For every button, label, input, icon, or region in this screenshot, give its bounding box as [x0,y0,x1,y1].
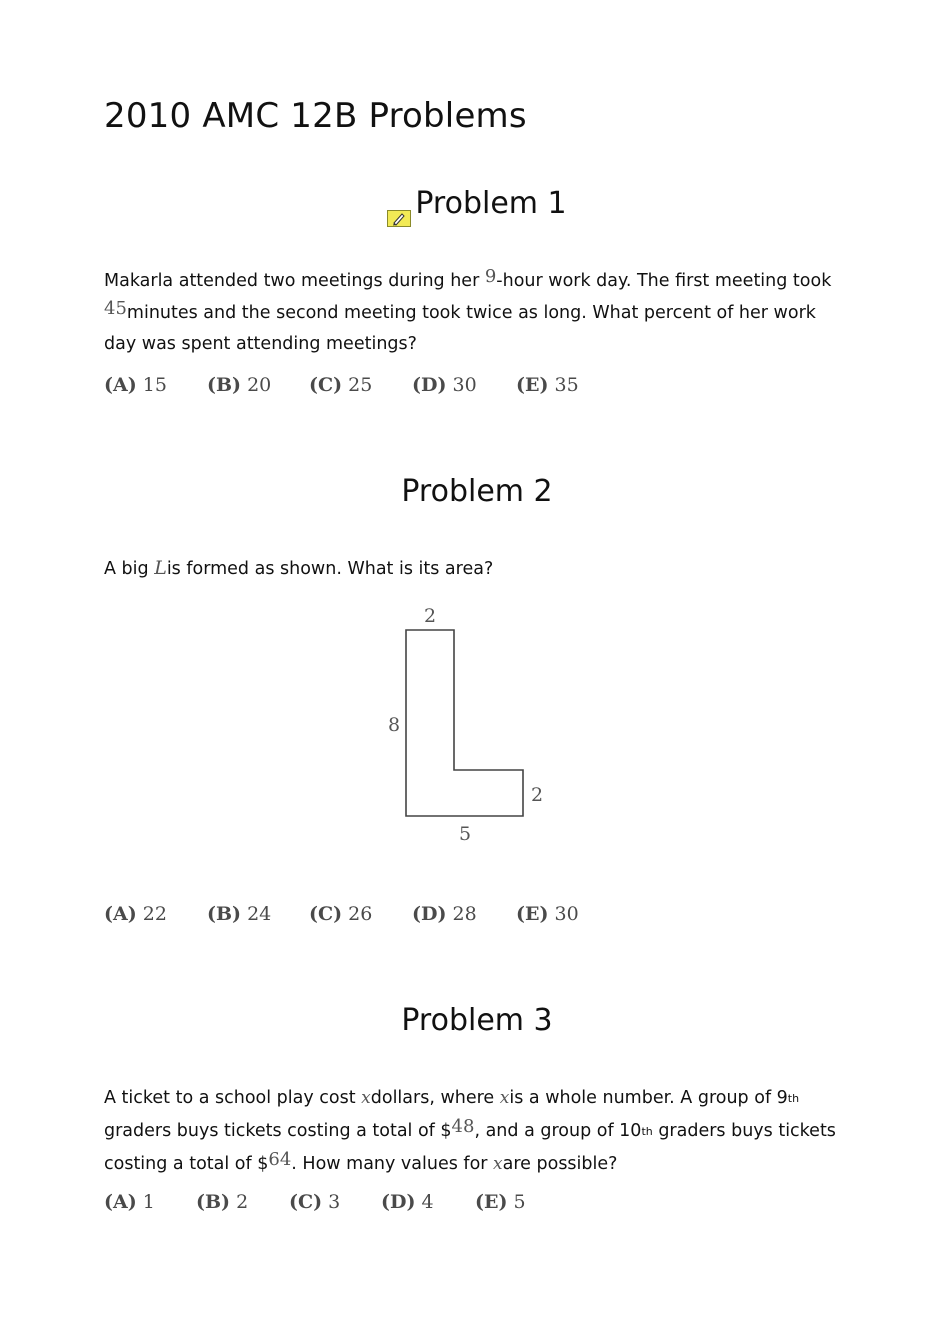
math-variable: x [361,1088,371,1108]
answer-choice: (C) 25 [309,374,373,396]
math-variable: L [154,557,167,579]
problem-1-heading-text: Problem 1 [415,186,567,221]
problem-1 [104,184,850,224]
math-number: 48 [451,1116,475,1137]
page-title: 2010 AMC 12B Problems [104,96,527,136]
l-shape-figure [379,600,559,854]
problem-3-text: A ticket to a school play cost xdollars, where xis a whole number. A group of 9th graders buys tickets costing a total of $48, and a group of 10th graders buys tickets costing a total of $64. How many values for xare possible? [104,1088,836,1174]
problem-3 [104,1001,850,1041]
math-number: 64 [268,1149,292,1170]
answer-choice: (A) 1 [104,1191,155,1213]
answer-choice: (E) 5 [475,1191,526,1213]
dimension-label-left: 8 [387,714,401,736]
problem-2-heading: Problem 2 [401,474,553,509]
problem-2 [104,472,850,512]
answer-choice: (D) 4 [381,1191,434,1213]
answer-choice: (D) 28 [412,903,477,925]
answer-choice: (C) 3 [289,1191,341,1213]
dimension-label-right: 2 [530,784,544,806]
answer-choice: (C) 26 [309,903,373,925]
math-variable: x [493,1154,503,1174]
dimension-label-top: 2 [423,605,437,627]
answer-choice: (E) 30 [516,903,579,925]
answer-choice: (B) 20 [207,374,272,396]
answer-choice: (E) 35 [516,374,579,396]
answer-choice: (A) 22 [104,903,167,925]
problem-2-text: A big Lis formed as shown. What is its area? [104,557,494,579]
problem-3-heading: Problem 3 [401,1003,553,1038]
answer-choice: (B) 2 [196,1191,249,1213]
answer-choice: (D) 30 [412,374,477,396]
math-number: 9 [484,266,497,287]
math-number: 45 [104,298,127,319]
problem-1-heading [104,184,850,224]
l-shape-diagram [379,600,559,850]
dimension-label-bottom: 5 [458,823,472,845]
answer-choice: (A) 15 [104,374,167,396]
answer-choice: (B) 24 [207,903,272,925]
pencil-edit-icon[interactable] [387,210,411,227]
problem-1-text: Makarla attended two meetings during her 9-hour work day. The first meeting took 45minutes and the second meeting took twice as long. What percent of her work day was spent attending meetings? [104,266,832,354]
math-variable: x [499,1088,510,1108]
